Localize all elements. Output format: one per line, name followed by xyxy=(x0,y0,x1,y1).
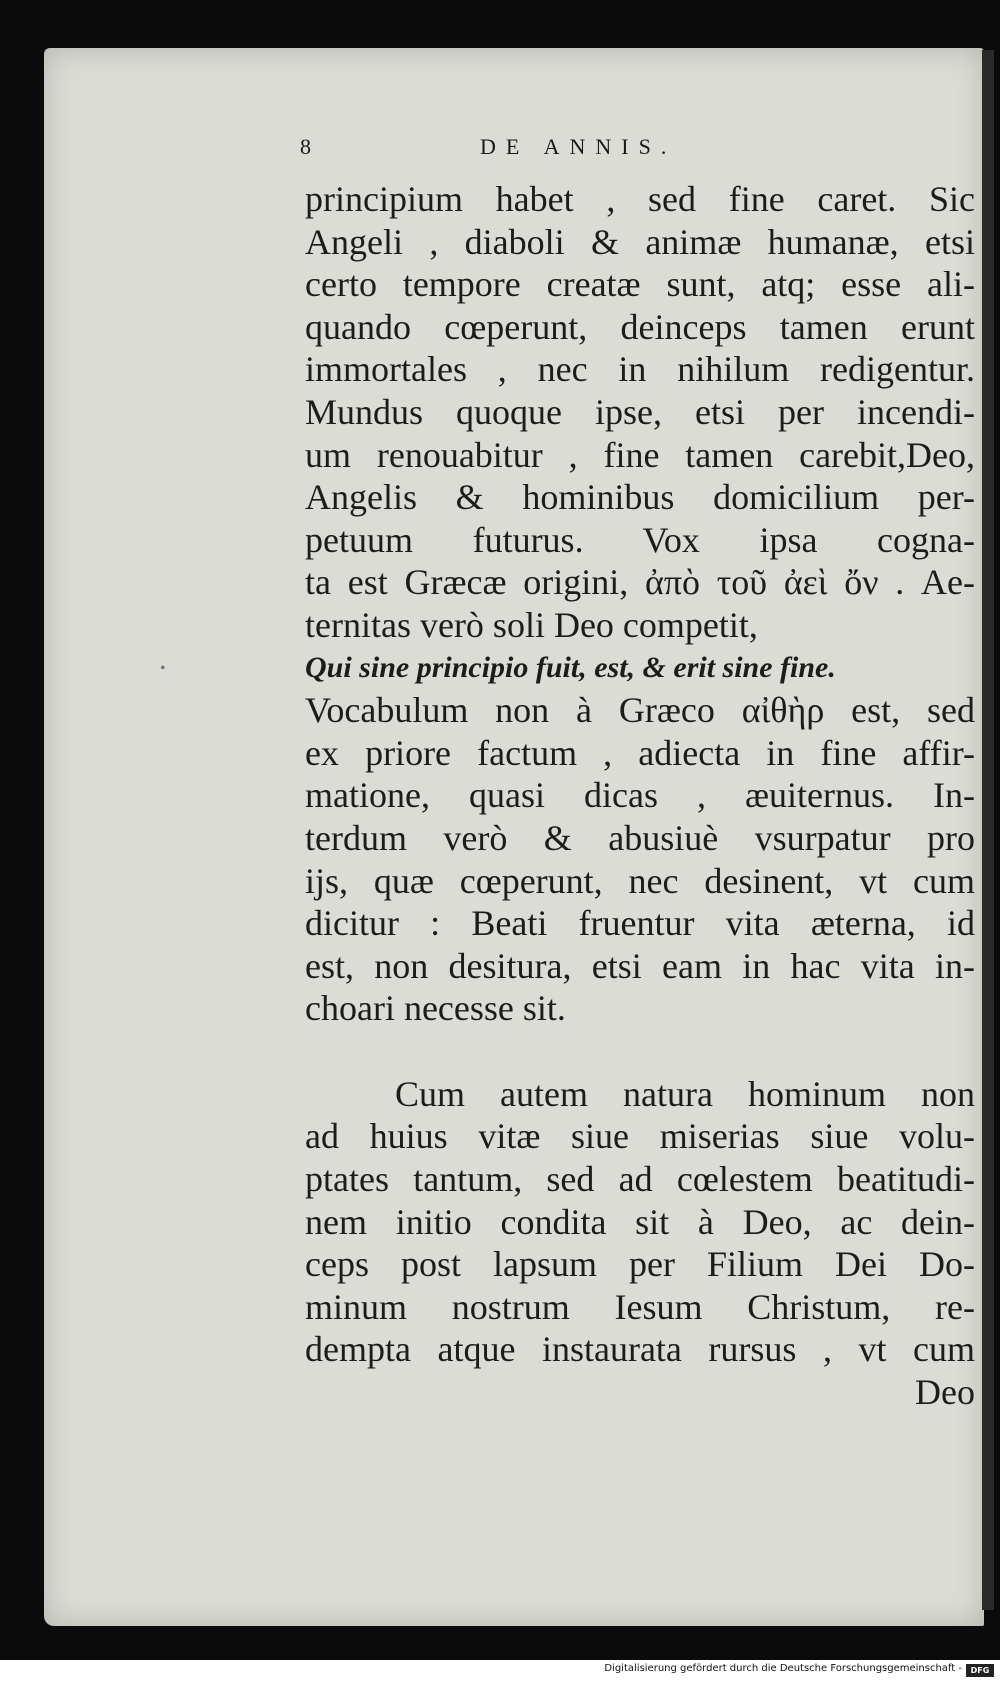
text-line: ex priore factum , adiecta in fine affir- xyxy=(305,732,975,773)
catchword: Deo xyxy=(915,1372,975,1413)
text-line: Cum autem natura hominum non xyxy=(395,1073,975,1114)
running-head xyxy=(300,134,980,168)
text-line: Vocabulum non à Græco αἰθὴρ est, sed xyxy=(305,690,975,731)
italic-quotation: Qui sine principio fuit, est, & erit sine fine. xyxy=(305,650,836,684)
page-number: 8 xyxy=(300,134,321,159)
text-line: minum nostrum Iesum Christum, re- xyxy=(305,1286,975,1327)
footer-credit: Digitalisierung gefördert durch die Deutsche Forschungsgemeinschaft - xyxy=(604,1663,962,1674)
text-line: dicitur : Beati fruentur vita æterna, id xyxy=(305,903,975,944)
text-line: ad huius vitæ siue miserias siue volu- xyxy=(305,1116,975,1157)
text-line: ceps post lapsum per Filium Dei Do- xyxy=(305,1244,975,1285)
text-line: petuum futurus. Vox ipsa cogna- xyxy=(305,519,975,560)
body-text xyxy=(305,178,975,1414)
text-line: quando cœperunt, deinceps tamen erunt xyxy=(305,306,975,347)
text-line: immortales , nec in nihilum redigentur. xyxy=(305,349,975,390)
text-line: terdum verò & abusiuè vsurpatur pro xyxy=(305,817,975,858)
text-line: principium habet , sed fine caret. Sic xyxy=(305,179,975,219)
paragraph-gap xyxy=(305,1030,975,1073)
text-line: est, non desitura, etsi eam in hac vita in- xyxy=(305,945,975,986)
text-line: um renouabitur , fine tamen carebit,Deo, xyxy=(305,434,975,475)
text-line: ptates tantum, sed ad cœlestem beatitudi- xyxy=(305,1159,975,1200)
text-line: dempta atque instaurata rursus , vt cum xyxy=(305,1329,975,1370)
text-line: ternitas verò soli Deo competit, xyxy=(305,604,758,645)
text-line: ta est Græcæ origini, ἀπὸ τοῦ ἀεὶ ὄν . Ae- xyxy=(305,562,975,603)
text-line: certo tempore creatæ sunt, atq; esse ali- xyxy=(305,264,975,305)
text-line: Angeli , diaboli & animæ humanæ, etsi xyxy=(305,221,975,262)
text-line: Angelis & hominibus domicilium per- xyxy=(305,477,975,518)
text-line: nem initio condita sit à Deo, ac dein- xyxy=(305,1201,975,1242)
margin-mark: • xyxy=(160,660,166,677)
text-line: Mundus quoque ipse, etsi per incendi- xyxy=(305,391,975,432)
text-line: choari necesse sit. xyxy=(305,988,566,1029)
dfg-logo-icon: DFG xyxy=(966,1664,994,1677)
text-line: matione, quasi dicas , æuiternus. In- xyxy=(305,775,975,816)
page-edge xyxy=(982,50,994,1610)
text-line: ijs, quæ cœperunt, nec desinent, vt cum xyxy=(305,860,975,901)
footer xyxy=(0,1661,1000,1681)
running-head-title: DE ANNIS. xyxy=(480,134,677,159)
